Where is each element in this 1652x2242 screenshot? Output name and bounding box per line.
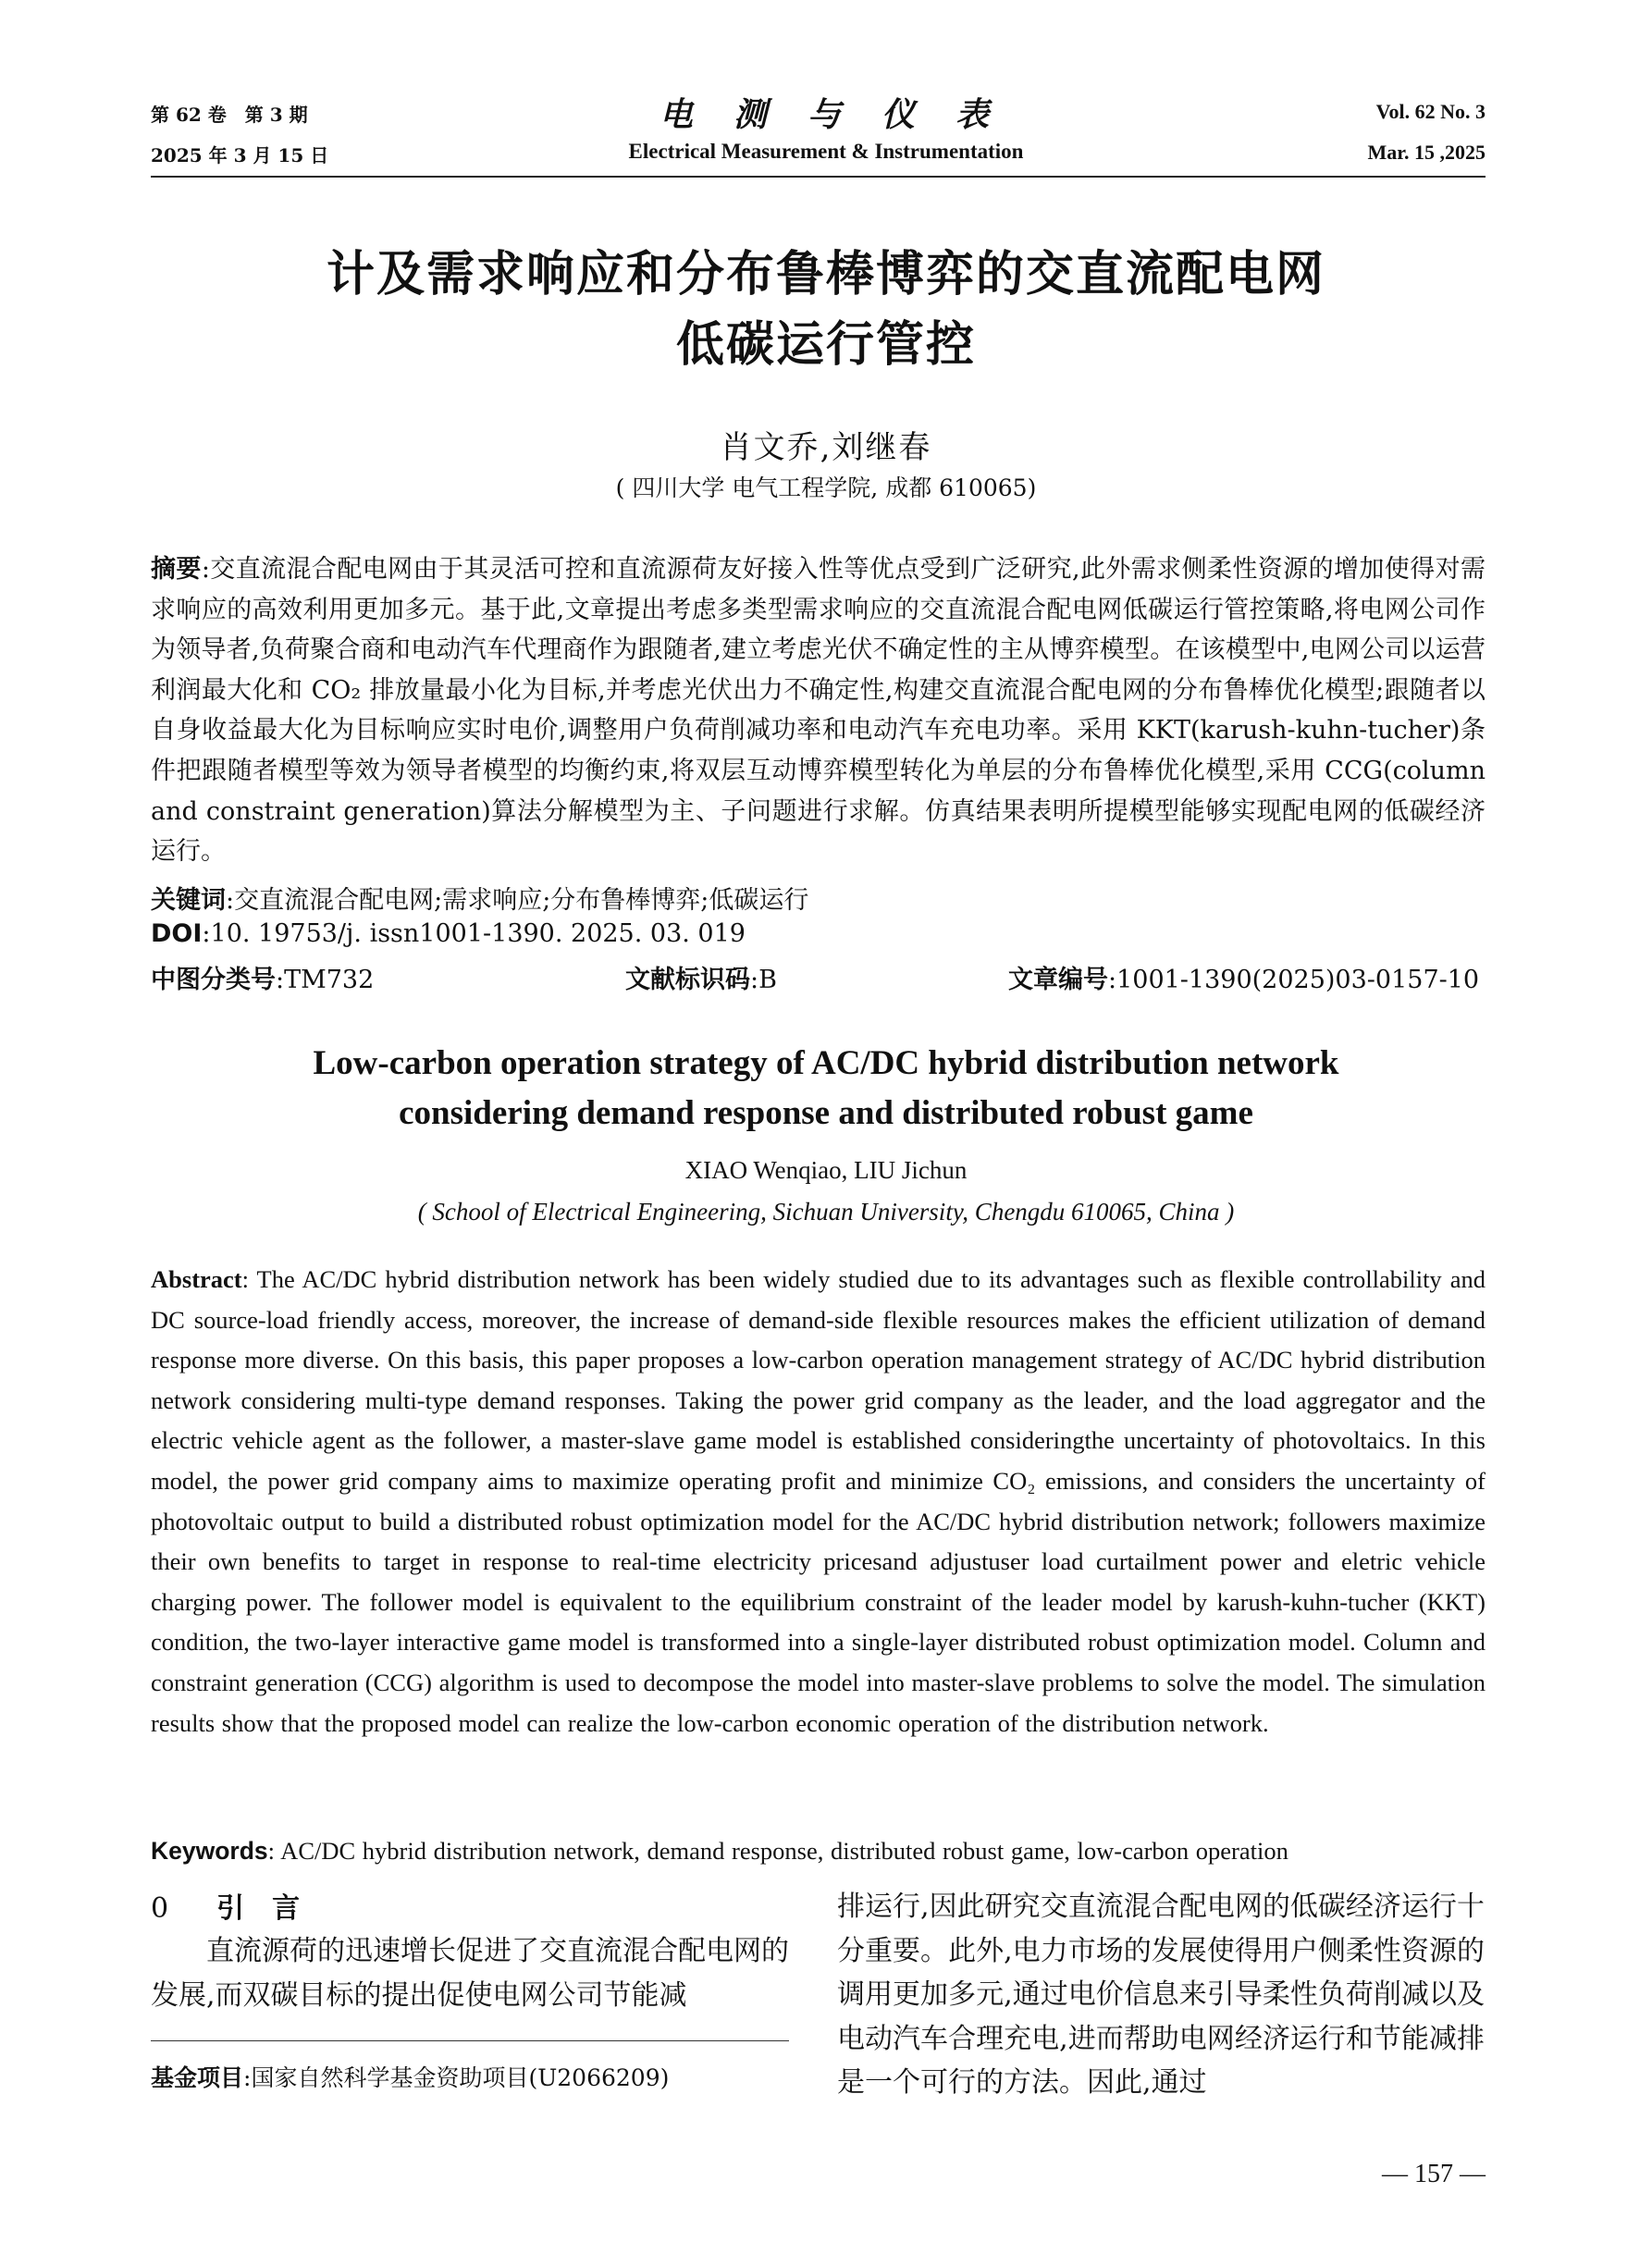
article-number-value: :1001-1390(2025)03-0157-10 <box>1108 966 1480 994</box>
doc-code-label: 文献标识码 <box>625 966 750 994</box>
abstract-cn-label: 摘要 <box>151 555 202 584</box>
header-rule <box>151 176 1486 178</box>
article-number-label: 文章编号 <box>1008 966 1108 994</box>
intro-heading <box>151 1885 300 1926</box>
header-volume-en: Vol. 62 No. 3 <box>1375 100 1486 123</box>
intro-left-column: 直流源荷的迅速增长促进了交直流混合配电网的发展,而双碳目标的提出促使电网公司节能减 <box>151 1935 789 2012</box>
authors-en: XIAO Wenqiao, LIU Jichun <box>684 1156 968 1184</box>
funding-label: 基金项目 <box>151 2064 244 2091</box>
header-date-en: Mar. 15 ,2025 <box>1367 141 1486 164</box>
header-volume-cn: 第 62 卷 第 3 期 <box>151 104 308 126</box>
keywords-cn-label: 关键词 <box>151 886 226 915</box>
title-en-line1: Low-carbon operation strategy of AC/DC hybrid distribution network <box>313 1044 1339 1082</box>
abstract-en <box>151 1260 1486 1743</box>
affiliation-en: ( School of Electrical Engineering, Sichuan University, Chengdu 610065, China ) <box>417 1198 1235 1226</box>
keywords-en-label: Keywords <box>151 1837 268 1865</box>
doi-label: DOI <box>151 919 203 948</box>
keywords-en <box>151 1831 1486 1872</box>
abstract-cn-text: :交直流混合配电网由于其灵活可控和直流源荷友好接入性等优点受到广泛研究,此外需求侧柔性资源的增加使得对需求响应的高效利用更加多元。基于此,文章提出考虑多类型需求响应的交直流混合配电网低碳运行管控策略,将电网公司作为领导者,负荷聚合商和电动汽车代理商作为跟随者,建立考虑光伏不确定性的主从博弈模型。在该模型中,电网公司以运营利润最大化和 CO₂ 排放量最小化为目标,并考虑光伏出力不确定性,构建交直流混合配电网的分布鲁棒优化模型;跟随者以自身收益最大化为目标响应实时电价,调整用户负荷削减功率和电动汽车充电功率。采用 KKT(karush-kuhn-tucher)条件把跟随者模型等效为领导者模型的均衡约束,将双层互动博弈模型转化为单层的分布鲁棒优化模型,采用 CCG(column and constraint generation)算法分解模型为主、子问题进行求解。仿真结果表明所提模型能够实现配电网的低碳经济运行。 <box>151 555 1486 867</box>
journal-name-en: Electrical Measurement & Instrumentation <box>628 140 1024 163</box>
title-cn-line1: 计及需求响应和分布鲁棒博弈的交直流配电网 <box>326 247 1325 302</box>
keywords-cn <box>151 880 808 916</box>
journal-name-cn: 电 测 与 仪 表 <box>659 95 992 134</box>
authors-cn: 肖文乔,刘继春 <box>720 429 932 466</box>
title-en-line2: considering demand response and distributed robust game <box>399 1094 1253 1132</box>
affiliation-cn: ( 四川大学 电气工程学院, 成都 610065) <box>615 474 1037 501</box>
keywords-en-text: : AC/DC hybrid distribution network, demand response, distributed robust game, low-carbon operation <box>267 1837 1288 1865</box>
intro-title: 引 言 <box>216 1892 301 1925</box>
intro-right-column: 排运行,因此研究交直流混合配电网的低碳经济运行十分重要。此外,电力市场的发展使得用户侧柔性资源的调用更加多元,通过电价信息来引导柔性负荷削减以及电动汽车合理充电,进而帮助电网经济运行和节能减排是一个可行的方法。因此,通过 <box>837 1891 1485 2099</box>
abstract-en-text: : The AC/DC hybrid distribution network has been widely studied due to its advantages such as flexible controllability and DC source-load friendly access, moreover, the increase of demand-side flexible resources makes the efficient utilization of demand response more diverse. On this basis, this paper proposes a low-carbon operation management strategy of AC/DC hybrid distribution network considering multi-type demand responses. Taking the power grid company as the leader, and the load aggregator and the electric vehicle agent as the follower, a master-slave game model is established consideringthe uncertainty of photovoltaics. In this model, the power grid company aims to maximize operating profit and minimize CO₂ emissions, and considers the uncertainty of photovoltaic output to build a distributed robust optimization model for the AC/DC hybrid distribution network; followers maximize their own benefits to target in response to real-time electricity pricesand adjustuser load curtailment power and eletric vehicle charging power. The follower model is equivalent to the equilibrium constraint of the leader model by karush-kuhn-tucher (KKT) condition, the two-layer interactive game model is transformed into a single-layer distributed robust optimization model. Column and constraint generation (CCG) algorithm is used to decompose the model into master-slave problems to solve the model. The simulation results show that the proposed model can realize the low-carbon economic operation of the distribution network. <box>151 1265 1486 1737</box>
doi-text: :10. 19753/j. issn1001-1390. 2025. 03. 019 <box>202 919 746 948</box>
funding-note <box>151 2060 669 2093</box>
doi <box>151 919 746 948</box>
abstract-en-label: Abstract <box>151 1265 242 1293</box>
clc-value: :TM732 <box>276 966 375 994</box>
page-number: — 157 — <box>1382 2160 1486 2188</box>
funding-text: :国家自然科学基金资助项目(U2066209) <box>243 2064 670 2091</box>
doc-code-value: :B <box>750 966 777 994</box>
clc-label: 中图分类号 <box>151 966 276 994</box>
title-cn-line2: 低碳运行管控 <box>675 317 976 373</box>
abstract-cn <box>151 549 1486 872</box>
intro-number: 0 <box>151 1892 169 1925</box>
header-date-cn: 2025 年 3 月 15 日 <box>151 144 329 166</box>
article-number <box>1008 959 1479 995</box>
document-code <box>625 959 777 995</box>
keywords-cn-text: :交直流混合配电网;需求响应;分布鲁棒博弈;低碳运行 <box>226 886 809 915</box>
footnote-rule <box>151 2040 789 2041</box>
clc-number <box>151 959 374 995</box>
